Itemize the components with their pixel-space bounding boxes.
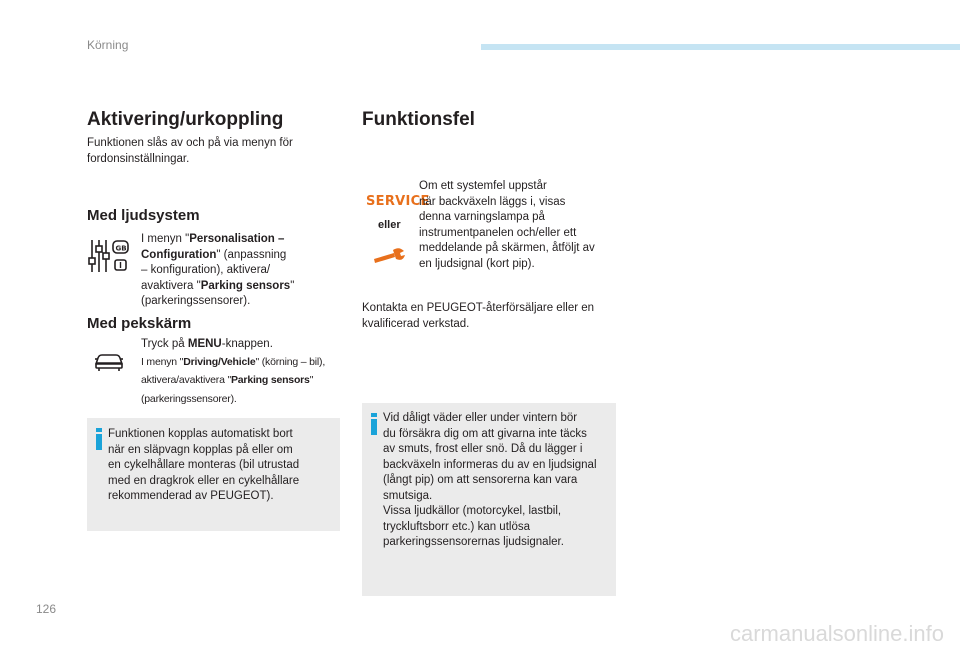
- touch-instructions: [141, 337, 325, 407]
- left-intro: [87, 136, 293, 167]
- contact-line: kvalificerad verkstad.: [362, 317, 470, 330]
- text: – konfiguration), aktivera/: [141, 264, 271, 276]
- note-line: med en dragkrok eller en cykelhållare: [108, 474, 300, 487]
- note-line: rekommenderad av PEUGEOT).: [108, 490, 274, 502]
- menu-name: Personalisation –: [189, 233, 285, 245]
- intro-line: fordonsinställningar.: [87, 152, 190, 165]
- text: (parkeringssensorer).: [141, 295, 251, 307]
- note-line: av smuts, frost eller snö. Då du lägger i: [383, 443, 583, 455]
- menu-button-name: MENU: [187, 338, 222, 350]
- fault-line: en ljudsignal (kort pip).: [419, 257, 535, 270]
- touch-heading: Med pekskärm: [87, 315, 192, 332]
- note-line: backväxeln informeras du av en ljudsignal: [383, 458, 597, 471]
- note-line: (långt pip) om att sensorerna kan vara: [383, 474, 578, 486]
- service-warning-icon: SERVICE: [366, 194, 430, 209]
- info-note: [362, 403, 616, 596]
- text: " (körning – bil),: [255, 355, 326, 368]
- fault-line: meddelande på skärmen, åtföljt av: [419, 242, 595, 254]
- car-icon: [94, 350, 124, 372]
- fault-line: denna varningslampa på: [419, 211, 545, 223]
- fault-line: när backväxeln läggs i, visas: [419, 195, 566, 208]
- menu-name: Configuration: [141, 248, 217, 261]
- info-icon: [367, 413, 381, 435]
- page-number: 126: [36, 602, 57, 616]
- note-line: en cykelhållare monteras (bil utrustad: [108, 459, 300, 471]
- fault-line: instrumentpanelen och/eller ett: [419, 226, 577, 239]
- note-text: [108, 427, 299, 505]
- fault-text: [419, 179, 595, 272]
- left-title: Aktivering/urkoppling: [87, 109, 284, 130]
- menu-name: Driving/Vehicle: [183, 355, 256, 368]
- contact-line: Kontakta en PEUGEOT-återförsäljare eller en: [362, 302, 595, 314]
- right-title: Funktionsfel: [362, 109, 475, 130]
- note-text: [383, 411, 597, 551]
- note-line: när en släpvagn kopplas på eller om: [108, 443, 293, 456]
- text: avaktivera ": [141, 279, 201, 292]
- menu-name: Parking sensors: [230, 374, 310, 386]
- text: Tryck på: [141, 338, 188, 350]
- menu-name: Parking sensors: [200, 279, 291, 292]
- note-line: tryckluftsborr etc.) kan utlösa: [383, 520, 530, 533]
- fault-line: Om ett systemfel uppstår: [419, 180, 547, 192]
- note-line: parkeringssensorernas ljudsignaler.: [383, 536, 564, 548]
- text: ": [309, 374, 314, 386]
- svg-text:GB: GB: [115, 244, 127, 253]
- note-line: Vissa ljudkällor (motorcykel, lastbil,: [383, 505, 562, 517]
- audio-settings-icon: [88, 238, 130, 274]
- info-icon: [92, 428, 106, 450]
- watermark: carmanualsonline.info: [729, 621, 944, 646]
- text: I menyn ": [141, 233, 190, 245]
- text: ": [290, 279, 295, 292]
- text: aktivera/avaktivera ": [141, 374, 231, 386]
- wrench-icon: [372, 247, 406, 265]
- contact-text: [362, 301, 594, 332]
- note-line: du försäkra dig om att givarna inte täcks: [383, 427, 587, 440]
- header-bar: [481, 44, 960, 50]
- section-label: Körning: [87, 38, 129, 52]
- note-line: Vid dåligt väder eller under vintern bör: [383, 412, 578, 424]
- note-line: smutsiga.: [383, 489, 433, 502]
- audio-heading: Med ljudsystem: [87, 207, 200, 224]
- or-label: eller: [378, 219, 401, 231]
- text: -knappen.: [221, 338, 273, 350]
- text: (parkeringssensorer).: [141, 392, 237, 405]
- intro-line: Funktionen slås av och på via menyn för: [87, 137, 293, 149]
- note-line: Funktionen kopplas automatiskt bort: [108, 428, 293, 440]
- text: I menyn ": [141, 355, 184, 368]
- audio-instructions: [141, 232, 294, 310]
- text: " (anpassning: [216, 248, 287, 261]
- info-note: [87, 418, 340, 531]
